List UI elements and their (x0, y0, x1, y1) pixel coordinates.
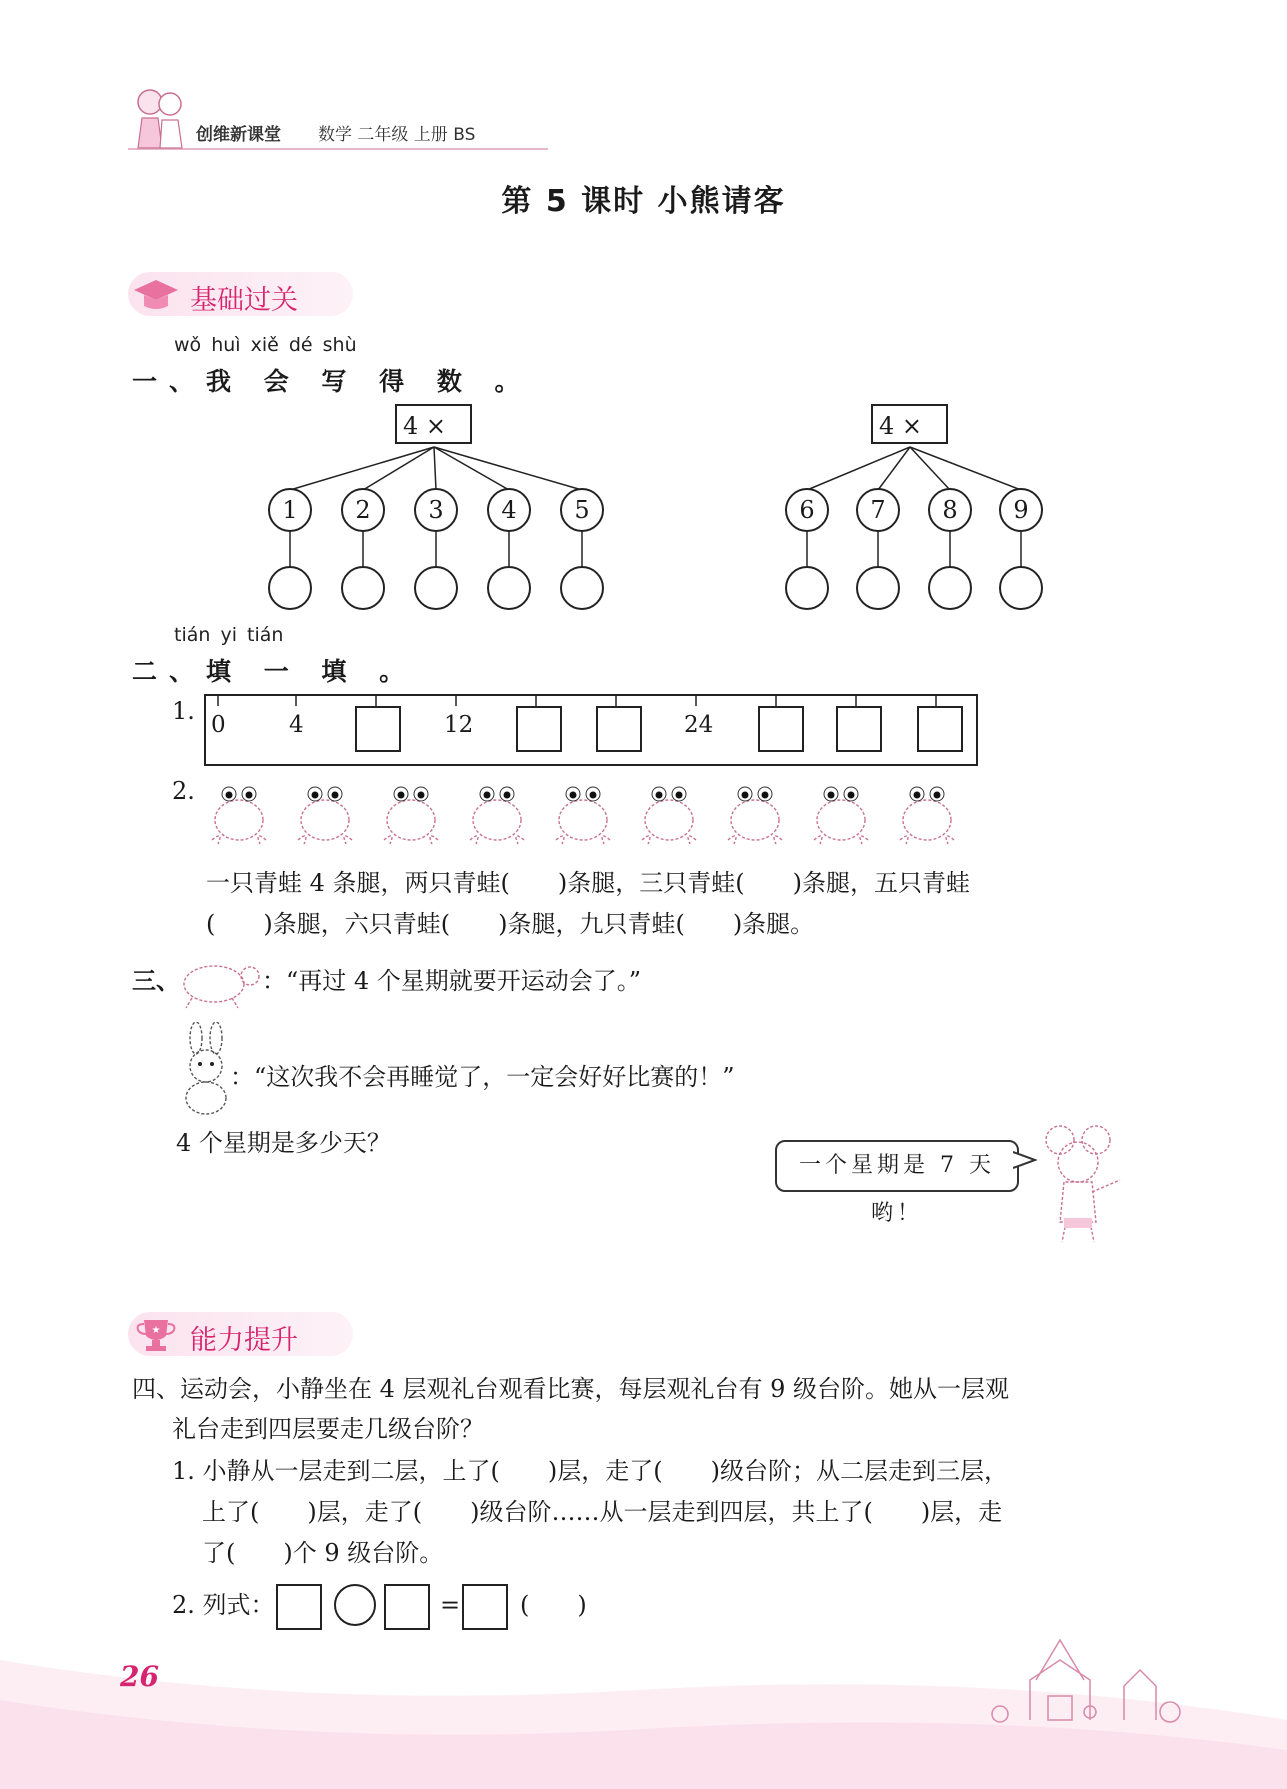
answer-circle[interactable] (856, 566, 900, 610)
answer-circle[interactable] (999, 566, 1043, 610)
frog-row (204, 778, 984, 858)
factor-node: 2 (341, 488, 385, 532)
answer-circle[interactable] (341, 566, 385, 610)
answer-circle[interactable] (268, 566, 312, 610)
q4-step1-line1: 1. 小静从一层走到二层，上了( )层，走了( )级台阶；从二层走到三层， (172, 1457, 1008, 1485)
number-line-label: 4 (289, 712, 304, 738)
q4-step1-line3: 了( )个 9 级台阶。 (202, 1539, 444, 1567)
q1-connector-lines (0, 0, 1287, 640)
q2-pinyin: tián yi tián (174, 624, 284, 646)
brand-label: 创维新课堂 (196, 125, 281, 145)
turtle-icon (172, 948, 264, 1012)
number-line-blank[interactable] (917, 706, 963, 752)
svg-text:★: ★ (151, 1325, 161, 1336)
factor-node: 7 (856, 488, 900, 532)
q4-line2: 礼台走到四层要走几级台阶？ (172, 1415, 484, 1443)
number-line-blank[interactable] (596, 706, 642, 752)
frog-icon (376, 778, 446, 848)
frog-question-line1: 一只青蛙 4 条腿，两只青蛙( )条腿，三只青蛙( )条腿，五只青蛙 (206, 869, 970, 897)
q3-question: 4 个星期是多少天？ (176, 1129, 391, 1157)
q2-heading: 二、填 一 填 。 (132, 657, 417, 686)
frog-icon (806, 778, 876, 848)
answer-circle[interactable] (414, 566, 458, 610)
number-line-blank[interactable] (355, 706, 401, 752)
factor-node: 5 (560, 488, 604, 532)
mouse-character-icon (1036, 1118, 1128, 1248)
number-line-label: 12 (444, 712, 474, 738)
factor-node: 4 (487, 488, 531, 532)
q4-step2-label: 2. 列式： (172, 1591, 275, 1619)
frog-icon (892, 778, 962, 848)
factor-node: 1 (268, 488, 312, 532)
factor-node: 3 (414, 488, 458, 532)
answer-circle[interactable] (560, 566, 604, 610)
frog-icon (462, 778, 532, 848)
q4-step1-line2: 上了( )层，走了( )级台阶……从一层走到四层，共上了( )层，走 (202, 1498, 1003, 1526)
page-title: 第 5 课时 小熊请客 (501, 184, 786, 219)
q4-line1: 四、运动会，小静坐在 4 层观礼台观看比赛，每层观礼台有 9 级台阶。她从一层观 (132, 1375, 1010, 1403)
trophy-icon (134, 1316, 178, 1354)
q1-heading: 一、我 会 写 得 数 。 (132, 367, 532, 396)
section-label: 基础过关 (190, 285, 298, 316)
turtle-speech: ：“再过 4 个星期就要开运动会了。” (262, 967, 642, 995)
rabbit-speech: ：“这次我不会再睡觉了，一定会好好比赛的！” (230, 1063, 735, 1091)
multiplier-box-left: 4 × (395, 404, 472, 444)
answer-circle[interactable] (928, 566, 972, 610)
book-meta: 数学 二年级 上册 BS (318, 125, 476, 145)
frog-icon (548, 778, 618, 848)
number-line-label: 24 (684, 712, 714, 738)
number-line-label: 0 (211, 712, 226, 738)
frog-icon (204, 778, 274, 848)
q2-sub1-number: 1. (172, 697, 195, 725)
q1-pinyin: wǒ huì xiě dé shù (174, 334, 357, 356)
frog-icon (634, 778, 704, 848)
unit-parentheses: ( ) (520, 1591, 587, 1619)
frog-question-line2: ( )条腿，六只青蛙( )条腿，九只青蛙( )条腿。 (206, 910, 815, 938)
rabbit-icon (176, 1022, 238, 1116)
number-line-blank[interactable] (836, 706, 882, 752)
frog-icon (720, 778, 790, 848)
number-line-blank[interactable] (758, 706, 804, 752)
equals-sign: = (440, 1591, 461, 1619)
multiplier-box-right: 4 × (871, 404, 948, 444)
section-label: 能力提升 (190, 1325, 298, 1356)
factor-node: 6 (785, 488, 829, 532)
footer-wave-decoration (0, 1600, 1287, 1789)
factor-node: 8 (928, 488, 972, 532)
bubble-tail (1013, 1150, 1037, 1170)
number-line-blank[interactable] (516, 706, 562, 752)
frog-icon (290, 778, 360, 848)
answer-circle[interactable] (487, 566, 531, 610)
section-badge-advanced (128, 1312, 358, 1356)
q3-prefix: 三、 (132, 966, 180, 995)
answer-circle[interactable] (785, 566, 829, 610)
q2-sub2-number: 2. (172, 777, 195, 805)
page-number: 26 (120, 1660, 159, 1693)
factor-node: 9 (999, 488, 1043, 532)
hint-speech-bubble: 一个星期是 7 天哟！ (775, 1140, 1019, 1192)
